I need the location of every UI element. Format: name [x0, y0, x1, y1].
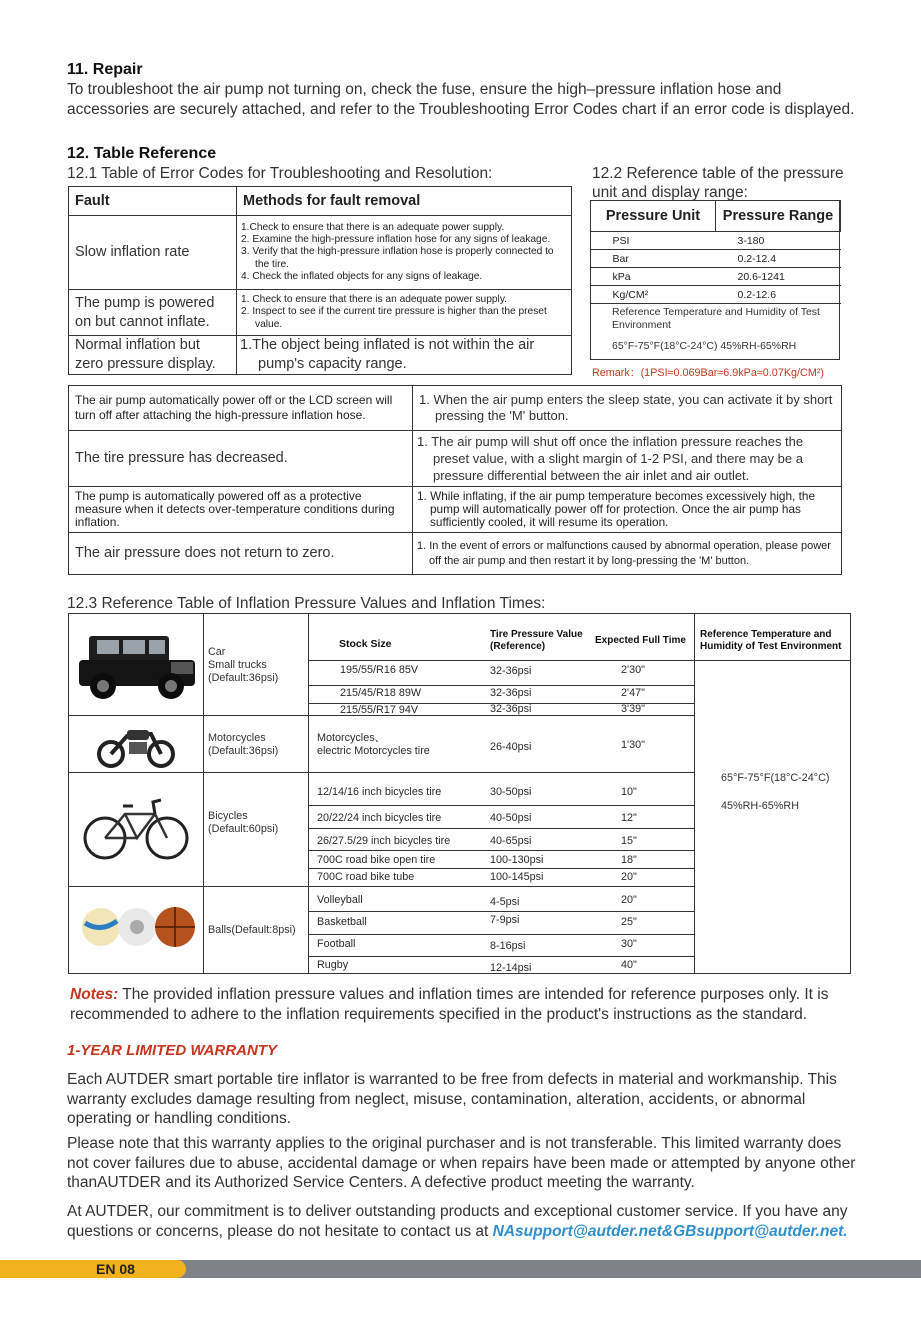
- unit-cell: kPa: [591, 268, 716, 286]
- time-cell: 2'30": [621, 664, 645, 676]
- motorcycle-image: [97, 722, 177, 768]
- methods-cell: [413, 431, 842, 487]
- methods-cell: [413, 533, 842, 575]
- method-item: 2. Inspect to see if the current tire pressure is higher than the preset value.: [241, 306, 547, 330]
- inflation-table-title: 12.3 Reference Table of Inflation Pressure Values and Inflation Times:: [67, 595, 546, 612]
- pressure-cell: 32-36psi: [490, 703, 532, 715]
- fault-cell: The tire pressure has decreased.: [69, 431, 413, 487]
- methods-header: Methods for fault removal: [237, 187, 572, 216]
- stock-size-cell: 215/55/R17 94V: [340, 704, 419, 716]
- method-item: 2. Examine the high-pressure inflation hose for any signs of leakage.: [241, 234, 551, 246]
- motorcycle-label: Motorcycles (Default:36psi): [208, 732, 279, 757]
- warranty-title: 1-YEAR LIMITED WARRANTY: [67, 1042, 277, 1059]
- range-cell: 3-180: [716, 232, 841, 250]
- pressure-unit-header: Pressure Unit: [591, 201, 716, 232]
- range-cell: 0.2-12.6: [716, 286, 841, 304]
- time-cell: 25": [621, 916, 637, 928]
- time-cell: 2'47": [621, 687, 645, 699]
- warranty-paragraph: Please note that this warranty applies to the original purchaser and is not transferable. This limited warranty does not cover failures due to abuse, accidental damage or when repairs have been made or attempted by anyone other thanAUTDER and its Authorized Service Centers. A defective product meeting the warranty.: [67, 1135, 856, 1191]
- method-item: 4. Check the inflated objects for any signs of leakage.: [241, 270, 483, 282]
- pressure-cell: 100-145psi: [490, 871, 544, 883]
- pressure-cell: 8-16psi: [490, 940, 526, 952]
- method-item: 1. The air pump will shut off once the inflation pressure reaches the preset value, with a slight margin of 1-2 PSI, and there may be a pressure differential between the air inlet and air outlet.: [417, 434, 804, 483]
- table-row: [69, 487, 842, 533]
- methods-cell: [237, 290, 572, 336]
- time-cell: 18": [621, 854, 637, 866]
- env-temp-value: 65°F-75°F(18°C-24°C): [721, 772, 830, 784]
- table-header-row: [591, 201, 841, 232]
- time-cell: 20": [621, 871, 637, 883]
- method-item: 3. Verify that the high-pressure inflation hose is properly connected to the tire.: [241, 246, 554, 270]
- fault-cell: Normal inflation but zero pressure display.: [69, 336, 237, 375]
- env-value: 65°F-75°F(18°C-24°C) 45%RH-65%RH: [612, 340, 797, 352]
- fault-cell: The air pressure does not return to zero.: [69, 533, 413, 575]
- bicycle-image: [83, 792, 189, 862]
- stock-size-cell: 700C road bike open tire: [317, 854, 436, 866]
- method-item: 1.Check to ensure that there is an adequate power supply.: [241, 221, 505, 233]
- table-row: [69, 216, 572, 290]
- unit-table-title: 12.2 Reference table of the pressure unit and display range:: [592, 165, 844, 201]
- table-row: [591, 232, 841, 250]
- pressure-cell: 7-9psi: [490, 914, 520, 926]
- fault-cell: The pump is powered on but cannot inflate.: [69, 290, 237, 336]
- page-number: EN 08: [96, 1261, 135, 1277]
- fault-cell: The pump is automatically powered off as a protective measure when it detects over-temperature conditions during inflation.: [69, 487, 413, 533]
- stock-size-header: Stock Size: [339, 638, 392, 650]
- stock-size-cell: 20/22/24 inch bicycles tire: [317, 812, 442, 824]
- fault-cell: Slow inflation rate: [69, 216, 237, 290]
- fault-cell: The air pump automatically power off or the LCD screen will turn off after attaching the high-pressure inflation hose.: [69, 386, 413, 431]
- warranty-paragraph: Each AUTDER smart portable tire inflator is warranted to be free from defects in material and workmanship. This warranty excludes damage resulting from neglect, misuse, contamination, alteration, accidents, or abnormal operating or handling conditions.: [67, 1071, 837, 1127]
- pressure-cell: 40-50psi: [490, 812, 532, 824]
- pressure-cell: 4-5psi: [490, 896, 520, 908]
- pressure-cell: 30-50psi: [490, 786, 532, 798]
- pressure-cell: 32-36psi: [490, 665, 532, 677]
- unit-cell: PSI: [591, 232, 716, 250]
- error-codes-table-continued: [68, 385, 842, 575]
- full-time-header: Expected Full Time: [595, 635, 686, 646]
- time-cell: 30": [621, 938, 637, 950]
- method-item: 1. Check to ensure that there is an adequate power supply.: [241, 294, 507, 306]
- inflation-table: [68, 613, 851, 974]
- table-row: [69, 431, 842, 487]
- page-number-tab: [0, 1260, 186, 1278]
- methods-cell: [237, 216, 572, 290]
- unit-cell: Kg/CM²: [591, 286, 716, 304]
- pressure-cell: 32-36psi: [490, 687, 532, 699]
- table-row: [69, 336, 572, 375]
- table-reference-heading: 12. Table Reference: [67, 145, 217, 162]
- contact-text: At AUTDER, our commitment is to deliver outstanding products and exceptional customer service. If you have any questions or concerns, please do not hesitate to contact us at: [67, 1203, 848, 1240]
- repair-text: To troubleshoot the air pump not turning on, check the fuse, ensure the high–pressure inflation hose and accessories are securely attached, and refer to the Troubleshooting Error Codes chart if an error code is displayed.: [67, 81, 855, 118]
- table-row: [591, 250, 841, 268]
- pressure-cell: 12-14psi: [490, 962, 532, 974]
- support-email-link[interactable]: NAsupport@autder.net&GBsupport@autder.net.: [492, 1222, 848, 1240]
- env-humidity-value: 45%RH-65%RH: [721, 800, 800, 812]
- pressure-unit-table: [590, 200, 841, 304]
- methods-cell: [413, 487, 842, 533]
- unit-cell: Bar: [591, 250, 716, 268]
- time-cell: 12": [621, 812, 637, 824]
- env-header: Reference Temperature and Humidity of Test Environment: [700, 629, 842, 652]
- stock-size-cell: 700C road bike tube: [317, 871, 415, 883]
- method-item: 1. When the air pump enters the sleep state, you can activate it by short pressing the 'M' button.: [419, 392, 833, 423]
- notes-label: Notes:: [70, 986, 119, 1003]
- pressure-cell: 40-65psi: [490, 835, 532, 847]
- error-codes-table: [68, 186, 572, 375]
- time-cell: 40": [621, 959, 637, 971]
- repair-heading: 11. Repair: [67, 61, 143, 78]
- env-label: Reference Temperature and Humidity of Test Environment: [612, 306, 820, 331]
- methods-cell: [237, 336, 572, 375]
- table-row: [69, 533, 842, 575]
- tire-pressure-header: Tire Pressure Value (Reference): [490, 629, 583, 652]
- time-cell: 10": [621, 786, 637, 798]
- pressure-range-header: Pressure Range: [716, 201, 841, 232]
- table-row: [591, 268, 841, 286]
- range-cell: 0.2-12.4: [716, 250, 841, 268]
- stock-size-cell: 26/27.5/29 inch bicycles tire: [317, 835, 451, 847]
- stock-size-cell: Basketball: [317, 916, 367, 928]
- table-row: [69, 290, 572, 336]
- balls-image: [79, 903, 197, 949]
- method-item: 1. While inflating, if the air pump temperature becomes excessively high, the pump will automatically power off for protection. Once the air pump has sufficiently cooled, it will resume its operation.: [417, 489, 816, 529]
- bicycle-label: Bicycles (Default:60psi): [208, 810, 279, 835]
- methods-cell: [413, 386, 842, 431]
- stock-size-cell: Motorcycles、 electric Motorcycles tire: [317, 732, 430, 757]
- notes-text: The provided inflation pressure values and inflation times are intended for reference purposes only. It is recommended to adhere to the inflation requirements specified in the product's instructions as the standard.: [70, 986, 829, 1023]
- balls-label: Balls(Default:8psi): [208, 924, 296, 936]
- pressure-cell: 26-40psi: [490, 741, 532, 753]
- warranty-contact: [67, 1202, 862, 1241]
- time-cell: 3'39": [621, 703, 645, 715]
- table-row: [591, 286, 841, 304]
- stock-size-cell: 12/14/16 inch bicycles tire: [317, 786, 442, 798]
- notes: [70, 985, 860, 1024]
- stock-size-cell: Volleyball: [317, 894, 363, 906]
- car-label: Car Small trucks (Default:36psi): [208, 646, 279, 684]
- method-item: 1. In the event of errors or malfunctions caused by abnormal operation, please power off the air pump and then restart it by long-pressing the 'M' button.: [417, 539, 831, 567]
- fault-header: Fault: [69, 187, 237, 216]
- stock-size-cell: Rugby: [317, 959, 349, 971]
- stock-size-cell: Football: [317, 938, 356, 950]
- unit-remark: Remark：(1PSI≈0.069Bar≈6.9kPa≈0.07Kg/CM²): [592, 367, 825, 379]
- error-table-title: 12.1 Table of Error Codes for Troubleshooting and Resolution:: [67, 165, 493, 182]
- time-cell: 20": [621, 894, 637, 906]
- stock-size-cell: 195/55/R16 85V: [340, 664, 419, 676]
- pressure-cell: 100-130psi: [490, 854, 544, 866]
- suv-image: [75, 630, 199, 702]
- time-cell: 15": [621, 835, 637, 847]
- stock-size-cell: 215/45/R18 89W: [340, 687, 422, 699]
- method-item: 1.The object being inflated is not within the air pump's capacity range.: [240, 337, 535, 372]
- range-cell: 20.6-1241: [716, 268, 841, 286]
- table-row: [69, 386, 842, 431]
- time-cell: 1'30": [621, 739, 645, 751]
- table-header-row: [69, 187, 572, 216]
